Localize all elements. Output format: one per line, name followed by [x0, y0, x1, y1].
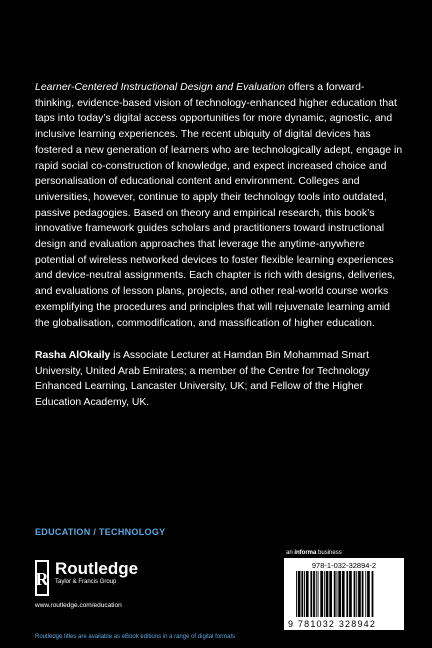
barcode-bar	[306, 571, 309, 617]
informa-business-label	[286, 550, 342, 556]
barcode-bar	[354, 571, 356, 617]
svg-text:R: R	[35, 569, 49, 589]
publisher-logo	[35, 559, 235, 609]
publisher-name: Routledge	[55, 559, 139, 578]
barcode-bar	[337, 571, 338, 617]
publisher-url: www.routledge.com/education	[35, 602, 122, 609]
barcode-bar	[304, 571, 305, 617]
author-bio-text: is Associate Lecturer at Hamdan Bin Mohammad Smart University, United Arab Emirates; a member of the Centre for Technology Enhanced Learning, Lancaster University, UK; and Fellow of the Higher Education Academy, UK.	[35, 350, 370, 409]
ebook-note: Routledge titles are available as eBook editions in a range of digital formats	[35, 634, 236, 640]
informa-prefix: an	[286, 550, 295, 556]
barcode-bar	[362, 571, 364, 617]
informa-suffix: business	[316, 550, 342, 556]
book-description	[35, 80, 403, 331]
author-bio	[35, 348, 403, 411]
routledge-logo-icon	[35, 560, 49, 596]
book-title: Learner-Centered Instructional Design and Evaluation	[35, 82, 286, 93]
barcode-bar	[296, 571, 297, 617]
barcode-bar	[338, 571, 341, 617]
ean-digits: 9 781032 328942	[288, 619, 377, 629]
barcode-bar	[372, 571, 374, 617]
subject-category: EDUCATION / TECHNOLOGY	[35, 527, 166, 537]
barcode-bar	[320, 571, 323, 617]
barcode-bar	[316, 571, 317, 617]
author-name: Rasha AlOkaily	[35, 350, 111, 361]
barcode-bar	[318, 571, 319, 617]
isbn-text: 978-1-032-32894-2	[311, 561, 377, 570]
barcode-bar	[298, 571, 301, 617]
barcode-bar	[358, 571, 361, 617]
barcode-bar	[324, 571, 325, 617]
barcode-bar	[301, 571, 303, 617]
barcode-bar	[367, 571, 370, 617]
barcode-bar	[334, 571, 336, 617]
barcode-bar	[356, 571, 357, 617]
barcode-bar	[342, 571, 345, 617]
barcode-bar	[346, 571, 348, 617]
description-text: offers a forward-thinking, evidence-based vision of technology-enhanced higher education that taps into today’s digital access opportunities for more dynamic, agnostic, and inclusive learning experiences. The recent ubiquity of digital devices has fostered a new generation of learners who are technologically adept, engage in rapid social co-construction of knowledge, and expect increased choice and personalisation of educational content and environment. Colleges and universities, however, continue to apply their technology tools into outdated, passive pedagogies. Based on theory and empirical research, this book’s innovative framework guides scholars and practitioners toward instructional design and evaluation approaches that leverage the anytime-anywhere potential of wireless networked devices to foster flexible learning experiences and device-neutral assignments. Each chapter is rich with designs, deliveries, and evaluations of lesson plans, projects, and other real-world course works exemplifying the procedures and principles that will rejuvenate learning amid the globalisation, commodification, and massification of higher education.	[35, 82, 403, 329]
barcode-bar	[329, 571, 332, 617]
barcode-bar	[365, 571, 366, 617]
barcode-bar	[326, 571, 329, 617]
barcode-bar	[310, 571, 312, 617]
informa-brand: informa	[294, 550, 317, 556]
barcode-bar	[349, 571, 352, 617]
isbn-barcode	[284, 558, 404, 630]
publisher-group: Taylor & Francis Group	[55, 579, 117, 585]
barcode-bar	[313, 571, 315, 617]
